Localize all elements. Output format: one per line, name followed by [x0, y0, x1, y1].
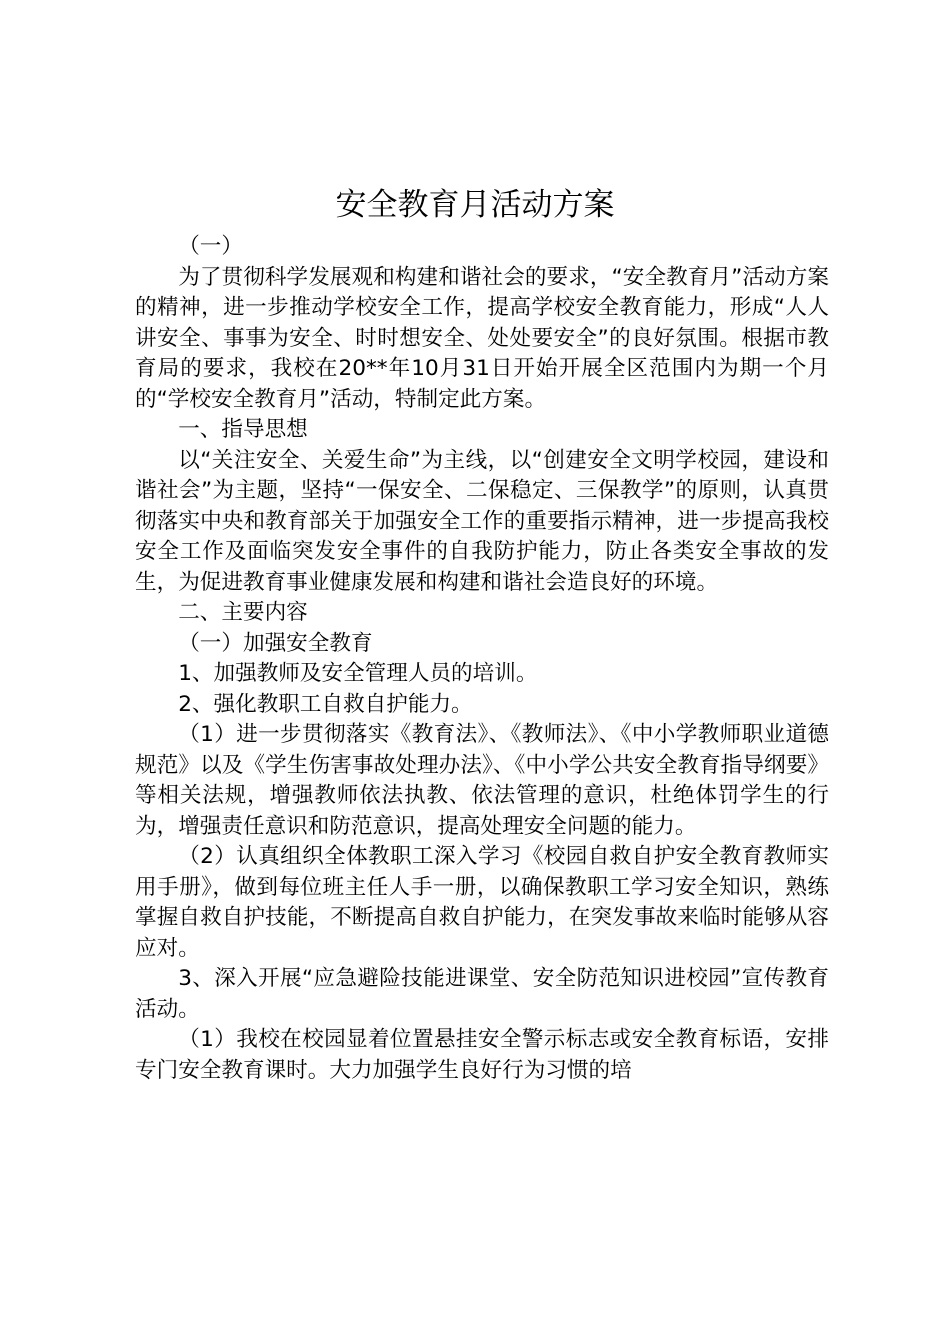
heading-main-content: 二、主要内容 [178, 600, 308, 625]
paragraph-campus-signs: （1）我校在校园显着位置悬挂安全警示标志或安全教育标语，安排专门安全教育课时。大力加强学生良好行为习惯的培 [135, 1027, 829, 1083]
paragraph-guiding-ideology: 以“关注安全、关爱生命”为主线，以“创建安全文明学校园，建设和谐社会”为主题，坚持“一保安全、二保稳定、三保教学”的原则，认真贯彻落实中央和教育部关于加强安全工作的重要指示精神，进一步提高我校安全工作及面临突发安全事件的自我防护能力，防止各类安全事故的发生，为促进教育事业健康发展和构建和谐社会造良好的环境。 [135, 447, 829, 595]
heading-guiding-ideology: 一、指导思想 [178, 417, 308, 442]
document-body [135, 232, 829, 1086]
paragraph-section-number: （一） [178, 234, 243, 259]
paragraph-laws: （1）进一步贯彻落实《教育法》、《教师法》、《中小学教师职业道德规范》以及《学生伤害事故处理办法》、《中小学公共安全教育指导纲要》等相关法规，增强教师依法执教、依法管理的意识，杜绝体罚学生的行为，增强责任意识和防范意识，提高处理安全问题的能力。 [135, 722, 829, 839]
paragraph-handbook: （2）认真组织全体教职工深入学习《校园自救自护安全教育教师实用手册》，做到每位班主任人手一册，以确保教职工学习安全知识，熟练掌握自救自护技能，不断提高自救自护能力，在突发事故来临时能够从容应对。 [135, 844, 829, 961]
document-title: 安全教育月活动方案 [335, 187, 615, 223]
list-item-self-rescue: 2、强化教职工自救自护能力。 [178, 691, 473, 717]
list-item-campaign: 3、深入开展“应急避险技能进课堂、安全防范知识进校园”宣传教育活动。 [135, 966, 829, 1022]
list-item-teacher-training: 1、加强教师及安全管理人员的培训。 [178, 661, 538, 686]
paragraph-intro: 为了贯彻科学发展观和构建和谐社会的要求，“安全教育月”活动方案的精神，进一步推动学校安全工作，提高学校安全教育能力，形成“人人讲安全、事事为安全、时时想安全、处处要安全”的良好氛围。根据市教育局的要求，我校在20**年10月31日开始开展全区范围内为期一个月的“学校安全教育月”活动，特制定此方案。 [135, 264, 829, 412]
heading-strengthen-safety-education: （一）加强安全教育 [178, 630, 373, 656]
